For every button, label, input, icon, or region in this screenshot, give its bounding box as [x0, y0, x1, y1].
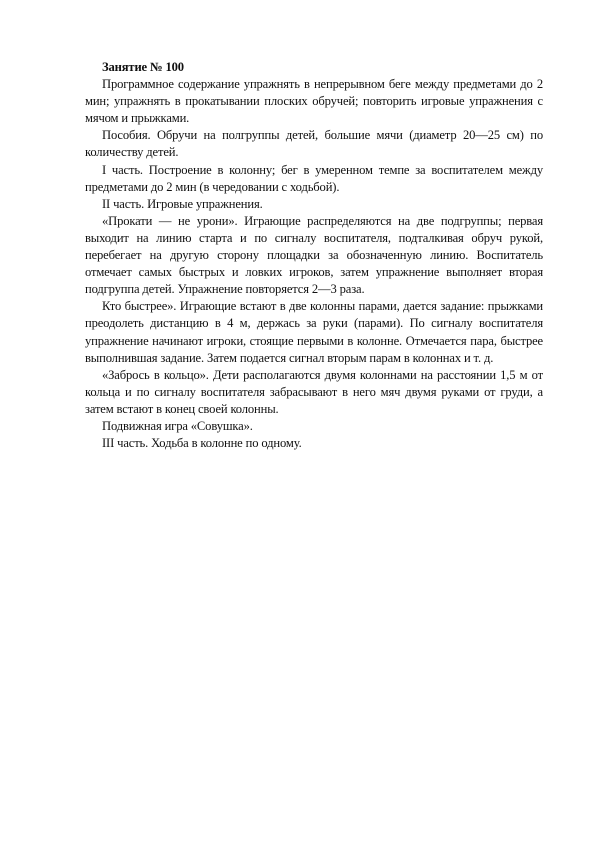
- materials-paragraph: Пособия. Обручи на полгруппы детей, большие мячи (диаметр 20—25 см) по количеству детей.: [85, 128, 543, 160]
- document-body: [85, 59, 543, 452]
- part-one-paragraph: I часть. Построение в колонну; бег в умеренном темпе за воспитателем между предметами до 2 мин (в чередовании с ходьбой).: [85, 162, 543, 194]
- who-faster-paragraph: Кто быстрее». Играющие встают в две колонны парами, дается задание: прыжками преодолеть дистанцию в 4 м, держась за руки (парами). По сигналу воспитателя упражнение начинают игроки, стоящие первыми в колонне. Отмечается пара, быстрее выполнившая задание. Затем подается сигнал вторым парам в колоннах и т. д.: [85, 299, 543, 365]
- mobile-game-paragraph: Подвижная игра «Совушка».: [102, 418, 253, 433]
- part-three-paragraph: III часть. Ходьба в колонне по одному.: [102, 436, 302, 451]
- program-content-paragraph: Программное содержание упражнять в непрерывном беге между предметами до 2 мин; упражнять в прокатывании плоских обручей; повторить игровые упражнения с мячом и прыжками.: [85, 77, 543, 126]
- throw-in-ring-paragraph: «Забрось в кольцо». Дети располагаются двумя колоннами на расстоянии 1,5 м от кольца и по сигналу воспитателя забрасывают в него мяч двумя руками от груди, а затем встают в конец своей колонны.: [85, 367, 543, 416]
- part-two-heading: II часть. Игровые упражнения.: [102, 196, 263, 211]
- lesson-title: Занятие № 100: [102, 60, 184, 74]
- roll-game-paragraph: «Прокати — не урони». Играющие распределяются на две подгруппы; первая выходит на линию старта и по сигналу воспитателя, подталкивая обруч рукой, перебегает на другую сторону площадки за обозначенную линию. Воспитатель отмечает самых быстрых и ловких игроков, затем упражнение выполняет вторая подгруппа детей. Упражнение повторяется 2—3 раза.: [85, 213, 543, 297]
